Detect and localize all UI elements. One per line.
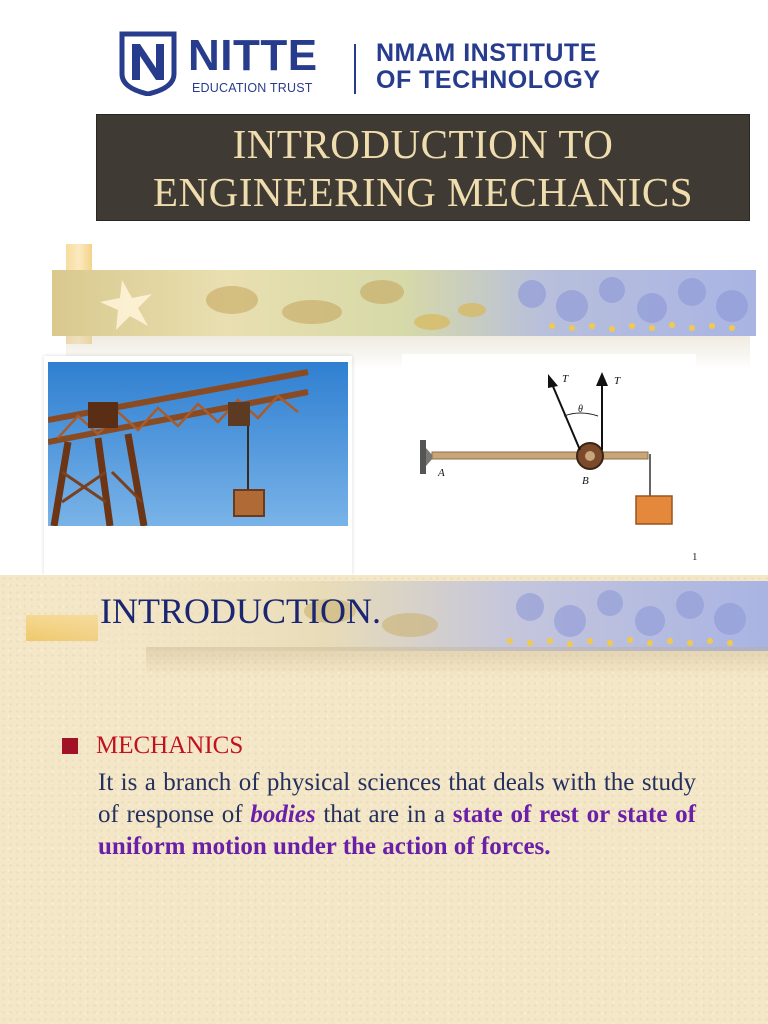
- bullet-item: [62, 731, 243, 761]
- slide-title-line1: INTRODUCTION TO: [232, 120, 614, 167]
- slide-title: INTRODUCTION.: [100, 591, 381, 631]
- pulley-force-diagram: [402, 354, 696, 534]
- nitte-emblem-icon: [118, 30, 178, 96]
- page-number: 1: [692, 551, 698, 563]
- diagram-label-a: A: [438, 467, 445, 479]
- diagram-label-t-left: T: [562, 373, 569, 385]
- decorative-leaf-banner: [52, 270, 756, 336]
- square-bullet-icon: [62, 738, 78, 754]
- logo-divider: [354, 44, 356, 94]
- definition-emphasis-bodies: bodies: [250, 801, 316, 828]
- diagram-label-b: B: [582, 475, 589, 487]
- slide-2: [0, 575, 768, 1024]
- logo-brand-text: NITTE: [188, 31, 318, 80]
- banner-shadow: [146, 647, 768, 677]
- logo-institute-line1: NMAM INSTITUTE: [376, 39, 597, 67]
- slide-title-line2: ENGINEERING MECHANICS: [152, 168, 694, 215]
- slide-title-box: [96, 114, 750, 221]
- diagram-label-t-right: T: [614, 375, 621, 387]
- definition-paragraph: [98, 767, 696, 863]
- institution-logo: [118, 30, 658, 98]
- bullet-label: MECHANICS: [96, 732, 244, 759]
- crane-photo: [48, 362, 348, 526]
- diagram-label-theta: θ: [578, 404, 583, 415]
- definition-text-part2: that are in a: [315, 801, 453, 828]
- logo-institute-line2: OF TECHNOLOGY: [376, 66, 601, 94]
- logo-subtitle: EDUCATION TRUST: [192, 81, 313, 95]
- logo-institute-name: [376, 40, 601, 94]
- definition-text-part1: It is a branch of physical sciences that deals with the study of response of: [98, 769, 696, 828]
- definition-emphasis-state: state of rest or state of uniform motion under the action of forces.: [98, 801, 696, 860]
